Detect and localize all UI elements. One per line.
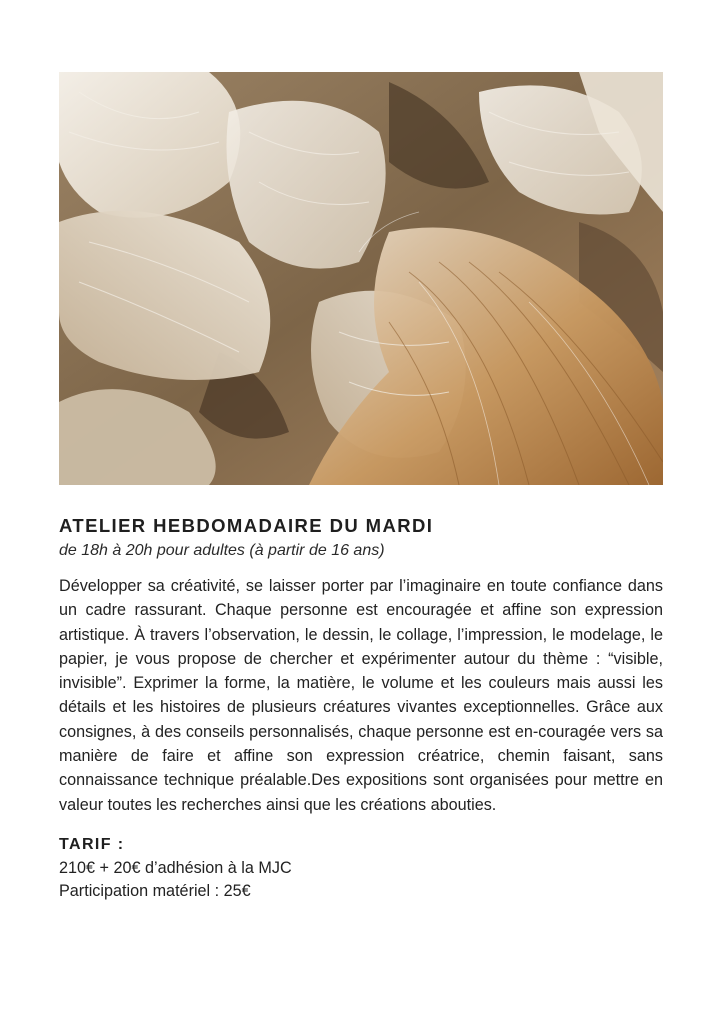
tarif-heading: TARIF : [59, 835, 125, 853]
workshop-schedule: de 18h à 20h pour adultes (à partir de 16 ans) [59, 542, 385, 559]
workshop-description: Développer sa créativité, se laisser porter par l’imaginaire en toute confiance dans un cadre rassurant. Chaque personne est encouragée et affine son expression artistique. À travers l’observation, le dessin, le collage, l’impression, le modelage, le papier, je vous propose de chercher et expérimenter autour du thème : “visible, invisible”. Exprimer la forme, la matière, le volume et les couleurs mais aussi les détails et les histoires de plusieurs créatures vivantes exceptionnelles. Grâce aux consignes, à des conseils personnalisés, chaque personne est en-couragée vers sa manière de faire et affine son expression créatrice, chemin faisant, sans connaissance technique préalable.Des expositions sont organisées pour mettre en valeur toutes les recherches ainsi que les créations abouties. [59, 577, 663, 814]
workshop-info [59, 514, 663, 902]
workshop-title: ATELIER HEBDOMADAIRE DU MARDI [59, 515, 434, 536]
paper-fiber-photo-icon [59, 72, 663, 485]
tarif-materials: Participation matériel : 25€ [59, 881, 251, 900]
header-photo [59, 72, 663, 485]
tarif-fee: 210€ + 20€ d’adhésion à la MJC [59, 858, 292, 877]
